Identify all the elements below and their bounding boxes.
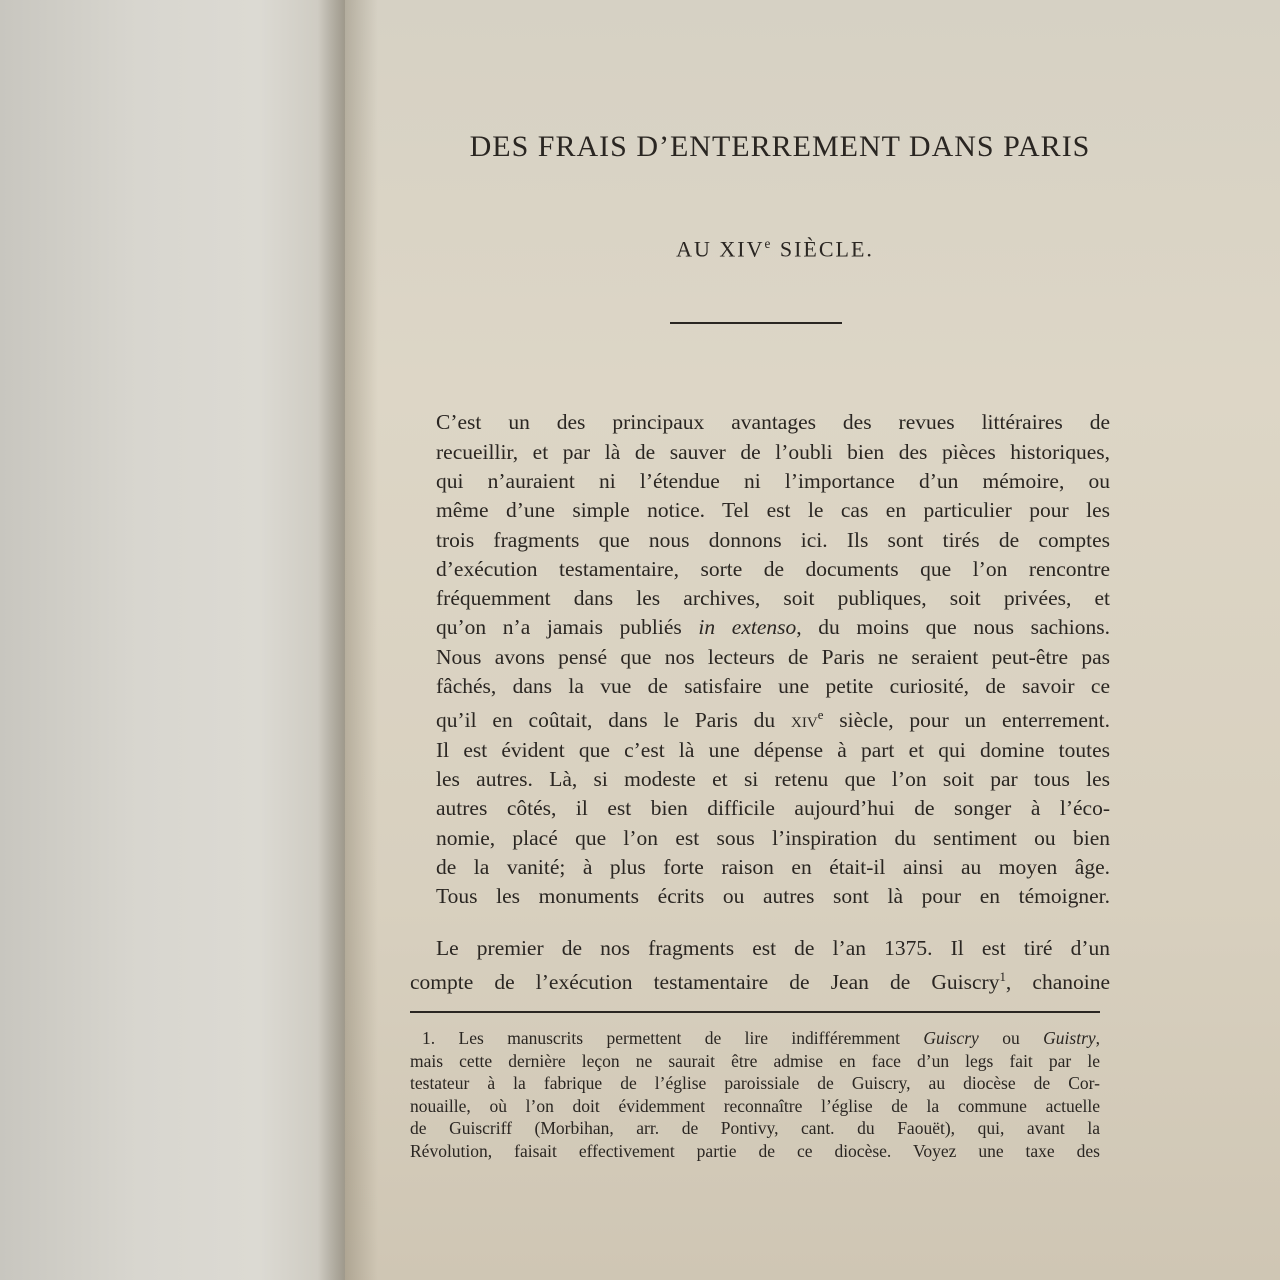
italic-word: Guistry <box>1043 1028 1096 1049</box>
text-line: trois fragments que nous donnons ici. Ils sont tirés de comptes <box>436 527 1110 552</box>
century-superscript: e <box>817 708 824 723</box>
paragraph-1 <box>410 408 1110 911</box>
text-line: C’est un des principaux avantages des revues littéraires de <box>436 410 1110 435</box>
italic-word: Guiscry <box>923 1028 979 1049</box>
century-numeral: xiv <box>791 708 818 733</box>
text-segment: qu’il en coûtait, dans le Paris du <box>436 708 792 733</box>
text-line: fréquemment dans les archives, soit publiques, soit privées, et <box>436 586 1110 611</box>
text-line <box>410 963 1110 997</box>
page-content <box>410 130 1110 1162</box>
text-line: Le premier de nos fragments est de l’an 1375. Il est tiré d’un <box>436 935 1110 960</box>
paragraph-2 <box>410 934 1110 998</box>
text-line: autres côtés, il est bien difficile aujourd’hui de songer à l’éco- <box>436 796 1110 821</box>
text-line: fâchés, dans la vue de satisfaire une petite curiosité, de savoir ce <box>436 674 1110 698</box>
footnote-line: mais cette dernière leçon ne saurait être admise en face d’un legs fait par le <box>410 1050 1100 1071</box>
text-segment: qu’on n’a jamais publiés <box>436 615 699 640</box>
body-text <box>410 408 1110 997</box>
page-title: DES FRAIS D’ENTERREMENT DANS PARIS <box>469 130 1091 163</box>
footnote-marker: 1 <box>999 969 1006 984</box>
subtitle-text: AU XIV <box>676 236 765 262</box>
italic-phrase: in extenso <box>698 615 797 640</box>
text-line: qui n’auraient ni l’étendue ni l’importance d’un mémoire, ou <box>436 468 1110 493</box>
text-line: Tous les monuments écrits ou autres sont là pour en témoigner. <box>436 884 1110 909</box>
text-segment: , <box>1095 1028 1101 1049</box>
text-line <box>410 701 1110 735</box>
title-rule <box>670 322 842 324</box>
text-line: les autres. Là, si modeste et si retenu que l’on soit par tous les <box>436 767 1110 792</box>
text-segment: siècle, pour un enterrement. <box>823 708 1110 733</box>
footnote-line: testateur à la fabrique de l’église paroissiale de Guiscry, au diocèse de Cor- <box>410 1073 1100 1094</box>
text-line <box>410 613 1110 642</box>
subtitle-superscript: e <box>764 236 773 251</box>
footnote-line <box>410 1027 1100 1050</box>
footnote <box>410 1027 1100 1162</box>
book-gutter <box>318 0 378 1280</box>
subtitle-text-end: SIÈCLE. <box>772 236 874 262</box>
text-segment: , du moins que nous sachions. <box>796 615 1110 640</box>
page-subtitle <box>410 236 1110 262</box>
footnote-line: nouaille, où l’on doit évidemment reconnaître l’église de la commune actuelle <box>410 1095 1100 1116</box>
text-segment: ou <box>978 1028 1044 1049</box>
text-segment: compte de l’exécution testamentaire de Jean de Guiscry <box>410 969 1000 994</box>
text-line: même d’une simple notice. Tel est le cas en particulier pour les <box>436 498 1110 523</box>
text-line: Il est évident que c’est là une dépense à part et qui domine toutes <box>436 737 1110 762</box>
text-line: d’exécution testamentaire, sorte de documents que l’on rencontre <box>436 556 1110 581</box>
text-line: nomie, placé que l’on est sous l’inspiration du sentiment ou bien <box>436 825 1110 850</box>
footnote-line: Révolution, faisait effectivement partie de ce diocèse. Voyez une taxe des <box>410 1140 1100 1161</box>
text-segment: 1. Les manuscrits permettent de lire indifféremment <box>422 1028 924 1049</box>
text-line: Nous avons pensé que nos lecteurs de Paris ne seraient peut-être pas <box>436 644 1110 669</box>
footnote-line: de Guiscriff (Morbihan, arr. de Pontivy, cant. du Faouët), qui, avant la <box>410 1118 1100 1139</box>
text-line: de la vanité; à plus forte raison en était-il ainsi au moyen âge. <box>436 854 1110 879</box>
text-segment: , chanoine <box>1005 969 1110 994</box>
left-page <box>0 0 345 1280</box>
text-line: recueillir, et par là de sauver de l’oubli bien des pièces historiques, <box>436 439 1110 464</box>
footnote-rule <box>410 1011 1100 1013</box>
